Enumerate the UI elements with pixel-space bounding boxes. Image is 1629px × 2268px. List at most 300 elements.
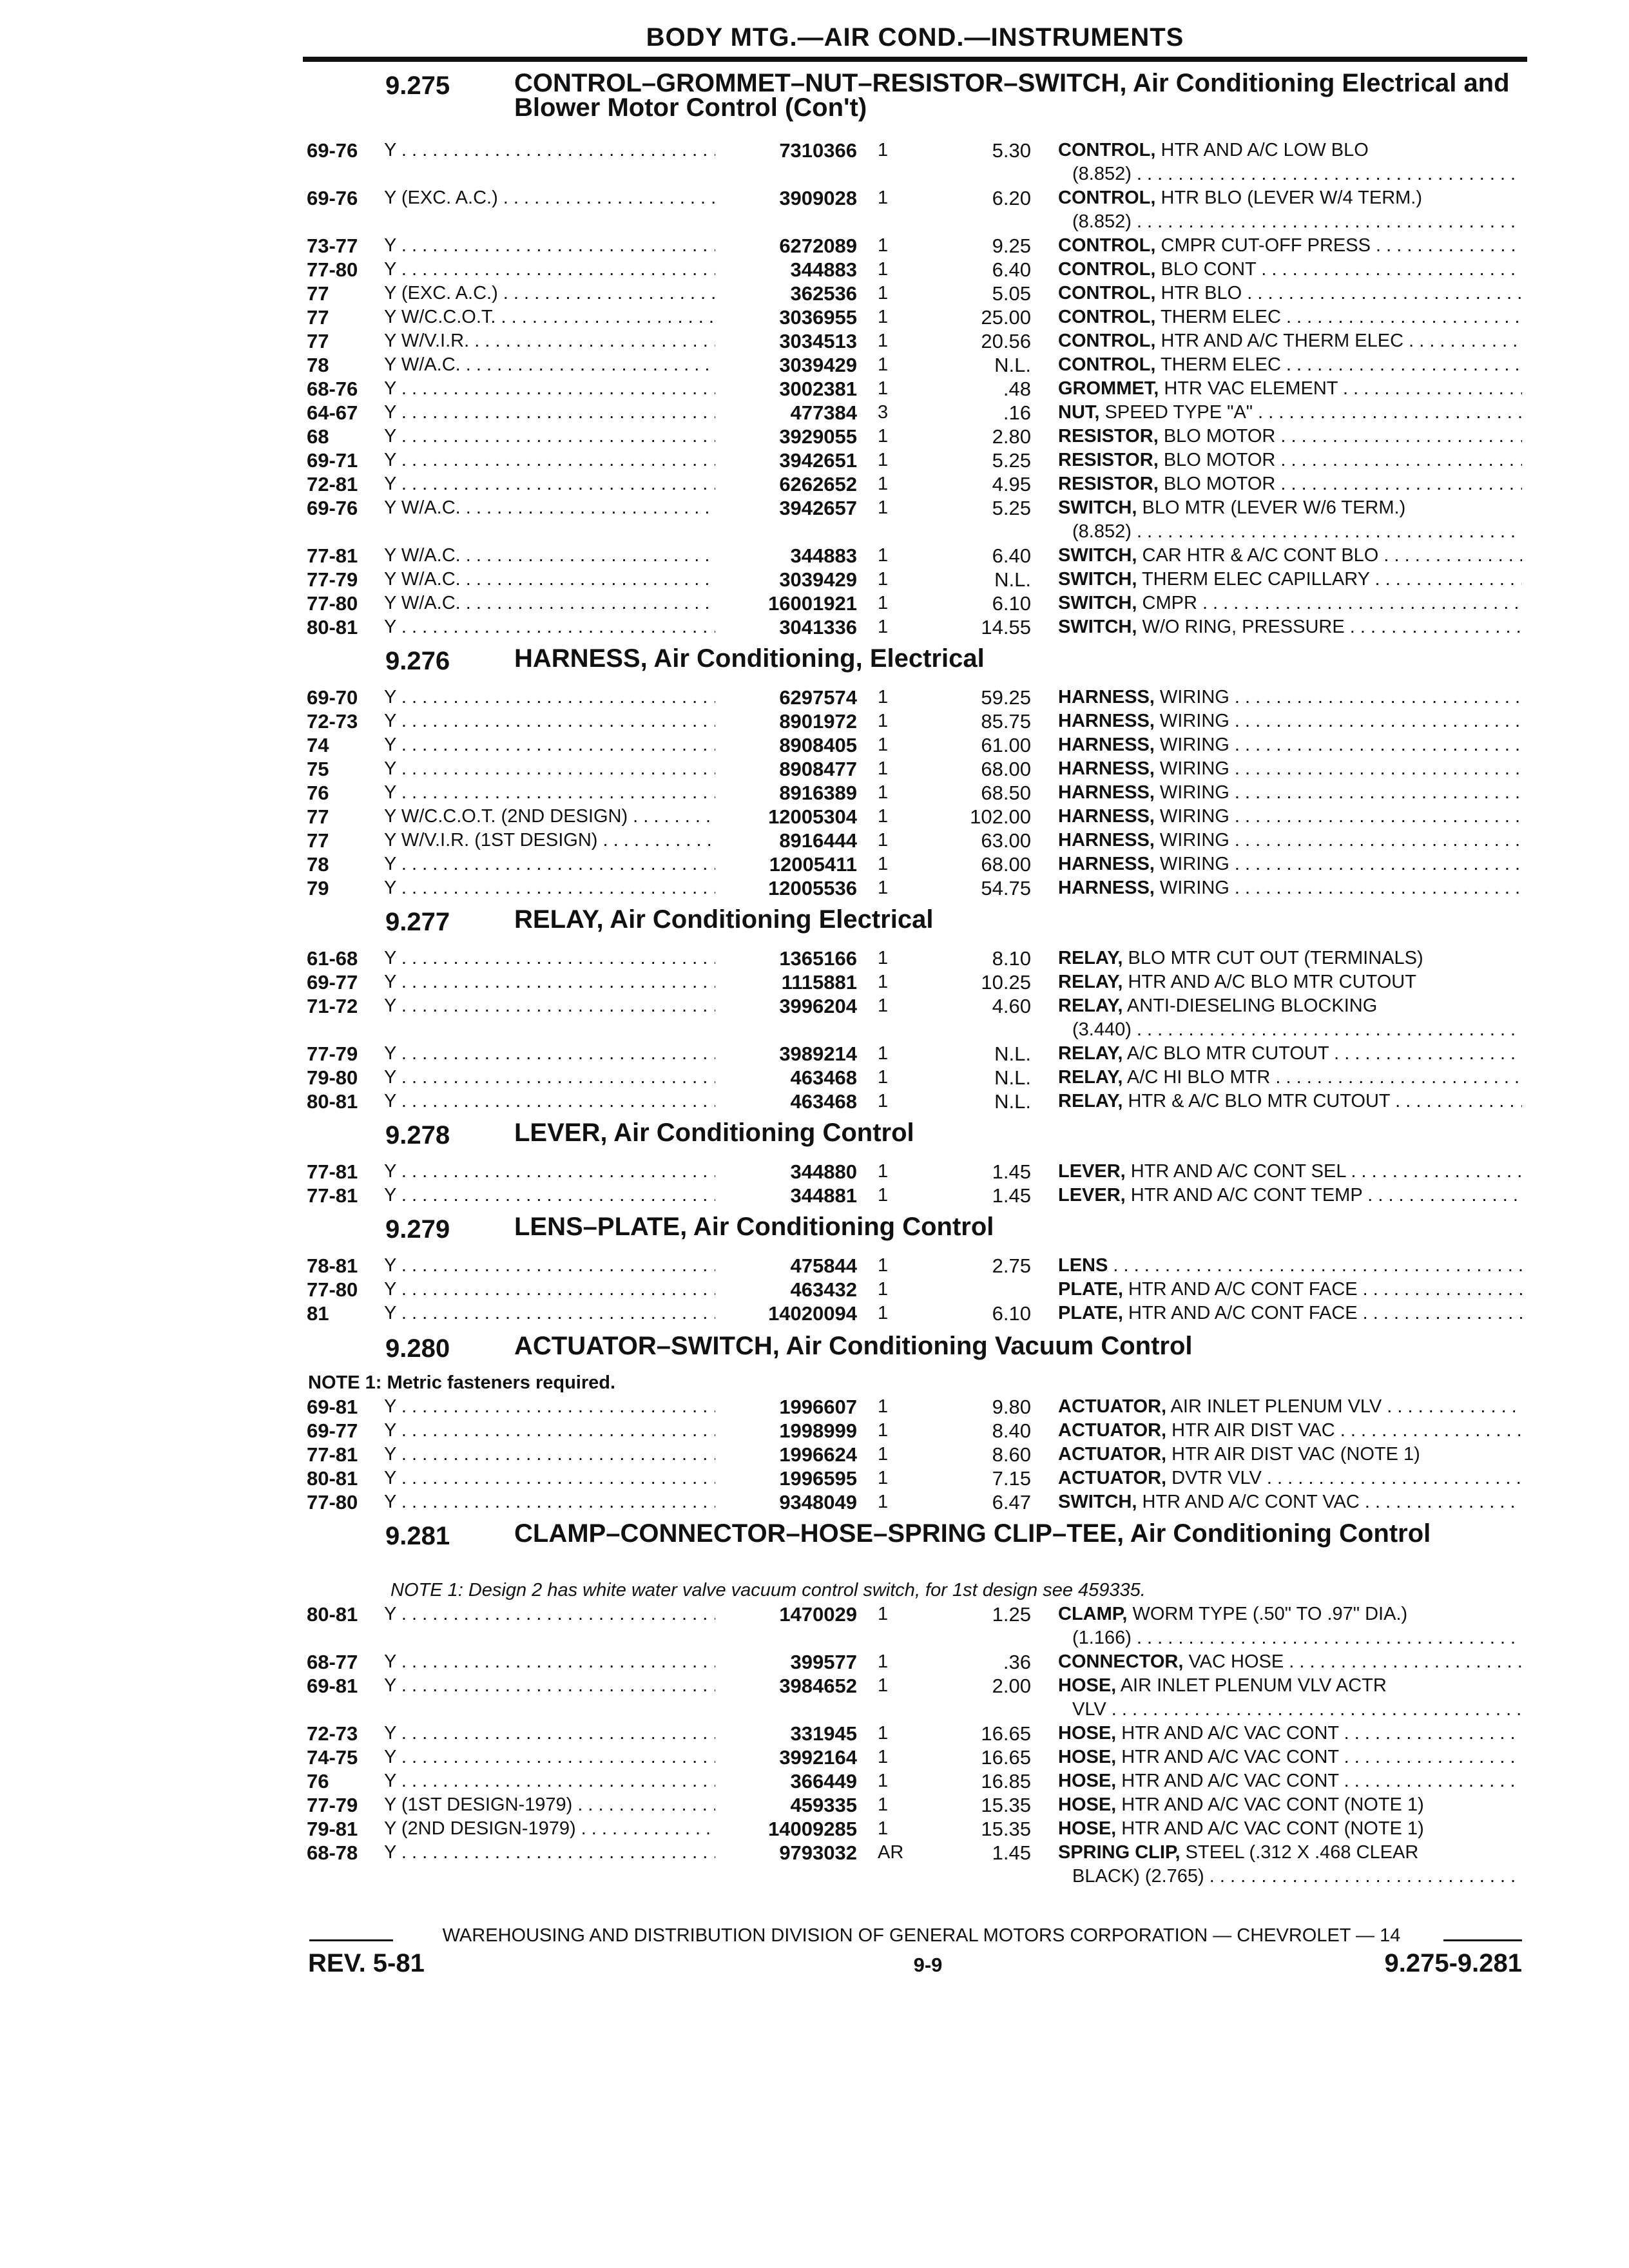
part-name-keyword: RESISTOR, [1058,426,1159,447]
model-years: 77-79 [307,568,358,591]
part-name-keyword: HOSE, [1058,1675,1117,1696]
footer-rule-right [1443,1939,1522,1941]
parts-row [0,258,1629,282]
quantity: 1 [878,1279,889,1300]
parts-row [0,401,1629,425]
model-years: 69-71 [307,449,358,472]
part-name-text: HOSE, HTR AND A/C VAC CONT . . . [1058,1771,1522,1791]
part-number: 344880 [715,1160,857,1184]
part-name-keyword: ACTUATOR, [1058,1396,1167,1417]
parts-row [0,1722,1629,1745]
part-number: 1998999 [715,1419,857,1443]
part-name-continued [1058,520,1522,544]
part-name-text: CONTROL, BLO CONT . . . [1058,259,1522,280]
part-number: 1996624 [715,1443,857,1466]
price: 6.10 [992,1302,1031,1325]
price: 8.60 [992,1443,1031,1466]
part-name [1058,1722,1522,1745]
price: .16 [1003,401,1031,424]
part-name-text: HOSE, HTR AND A/C VAC CONT . . . [1058,1723,1522,1744]
price: 25.00 [981,306,1031,329]
part-name-text: SWITCH, HTR AND A/C CONT VAC . . . [1058,1492,1522,1512]
part-number: 344883 [715,544,857,568]
part-name-keyword: PLATE, [1058,1279,1123,1300]
model-years: 73-77 [307,235,358,257]
description-text: Y . . . [384,1492,726,1512]
quantity: 1 [878,1675,889,1696]
model-description [384,1817,726,1841]
model-description [384,1090,726,1113]
parts-row [0,994,1629,1018]
part-number: 459335 [715,1793,857,1817]
model-description [384,1160,726,1184]
part-name-keyword: LEVER, [1058,1161,1126,1182]
part-name-keyword: RELAY, [1058,1091,1123,1111]
part-name [1058,186,1522,210]
price: N.L. [994,354,1031,376]
model-description [384,401,726,425]
part-number: 362536 [715,282,857,305]
part-name [1058,1302,1522,1325]
part-name [1058,425,1522,448]
model-years: 76 [307,1770,329,1792]
revision-label: REV. 5-81 [308,1949,425,1977]
model-description [384,1254,726,1278]
model-years: 77-80 [307,258,358,281]
model-years: 77 [307,282,329,305]
part-number: 3036955 [715,305,857,329]
part-number: 366449 [715,1769,857,1793]
price: 68.50 [981,782,1031,804]
price: 8.40 [992,1419,1031,1442]
quantity: 1 [878,235,889,256]
model-years: 80-81 [307,616,358,639]
page-title: BODY MTG.—AIR COND.—INSTRUMENTS [646,23,1184,52]
part-number: 1115881 [715,970,857,994]
part-name-keyword: RELAY, [1058,1067,1123,1088]
price: 2.80 [992,425,1031,448]
model-years: 74-75 [307,1746,358,1769]
description-text: Y . . . [384,474,726,494]
part-name-keyword: ACTUATOR, [1058,1444,1167,1465]
quantity: 1 [878,995,889,1016]
part-number: 8908405 [715,733,857,757]
model-years: 80-81 [307,1467,358,1490]
model-description [384,591,726,615]
quantity: 1 [878,617,889,637]
part-name-text: HARNESS, WIRING . . . [1058,735,1522,755]
description-text: Y (EXC. A.C.) . . . [384,187,726,208]
quantity: 1 [878,1161,889,1182]
part-name-keyword: HOSE, [1058,1818,1117,1839]
quantity: 1 [878,1723,889,1744]
model-years: 77-80 [307,1278,358,1301]
section-range: 9.275-9.281 [1384,1949,1522,1977]
price: 54.75 [981,877,1031,899]
model-description [384,186,726,210]
part-number: 9793032 [715,1841,857,1865]
price: 68.00 [981,758,1031,780]
section-heading [0,1521,1629,1579]
description-text: Y . . . [384,854,726,874]
part-number: 399577 [715,1650,857,1674]
section-number: 9.277 [385,908,450,936]
price: 1.45 [992,1841,1031,1864]
model-description [384,994,726,1018]
part-name-text: HOSE, AIR INLET PLENUM VLV ACTR [1058,1675,1387,1696]
model-years: 72-81 [307,473,358,495]
description-text: Y . . . [384,450,726,470]
parts-row [0,1602,1629,1626]
part-name-text: CONTROL, HTR BLO . . . [1058,283,1522,303]
parts-row [0,1278,1629,1302]
part-name-keyword: RESISTOR, [1058,474,1159,494]
part-name-text: PLATE, HTR AND A/C CONT FACE . . . [1058,1279,1522,1300]
price: 2.00 [992,1675,1031,1697]
section-note [0,1579,1629,1602]
part-name-keyword: RELAY, [1058,1043,1123,1064]
price: 61.00 [981,734,1031,756]
part-name-text: HARNESS, WIRING . . . [1058,878,1522,898]
part-name-text [1058,1255,1522,1276]
part-name [1058,876,1522,900]
parts-row [0,1466,1629,1490]
part-name-text: CONTROL, CMPR CUT-OFF PRESS . . . [1058,235,1522,256]
model-years: 77-81 [307,1443,358,1466]
model-years: 68 [307,425,329,448]
model-description [384,1745,726,1769]
parts-row [0,186,1629,210]
part-name-keyword: CONTROL, [1058,354,1156,375]
part-number: 6297574 [715,686,857,709]
part-name [1058,544,1522,568]
part-name-keyword: SWITCH, [1058,497,1137,518]
model-description [384,733,726,757]
price: 7.15 [992,1467,1031,1490]
section-note [0,1371,1629,1395]
model-description [384,1278,726,1302]
description-text: Y . . . [384,1396,726,1417]
quantity: 1 [878,1771,889,1791]
part-number: 9348049 [715,1490,857,1514]
model-description [384,1302,726,1325]
part-name-keyword: NUT, [1058,402,1100,423]
parts-row [0,568,1629,591]
part-name-text: HOSE, HTR AND A/C VAC CONT (NOTE 1) [1058,1794,1424,1815]
part-name-keyword: CONTROL, [1058,140,1156,160]
part-number: 3942651 [715,448,857,472]
price: 15.35 [981,1818,1031,1840]
model-description [384,1042,726,1066]
parts-row [0,1184,1629,1207]
part-name [1058,947,1522,970]
part-name-keyword: SWITCH, [1058,569,1137,590]
model-years: 64-67 [307,401,358,424]
price: N.L. [994,1066,1031,1089]
part-name-keyword: CONTROL, [1058,283,1156,303]
model-description [384,1722,726,1745]
description-text: Y . . . [384,1255,726,1276]
price: 5.25 [992,497,1031,519]
description-text: Y . . . [384,426,726,447]
part-name-text: HARNESS, WIRING . . . [1058,711,1522,731]
quantity: 1 [878,878,889,898]
part-name [1058,994,1522,1018]
section-number: 9.278 [385,1121,450,1149]
quantity: 1 [878,1651,889,1672]
part-number: 6262652 [715,472,857,496]
part-name [1058,1674,1522,1698]
model-description [384,1841,726,1865]
continued-text: (1.166) . . . [1072,1628,1522,1648]
model-years: 69-76 [307,187,358,209]
model-description [384,970,726,994]
description-text: Y . . . [384,878,726,898]
quantity: 1 [878,735,889,755]
part-number: 12005536 [715,876,857,900]
parts-row [0,805,1629,829]
model-years: 78 [307,853,329,876]
quantity: 1 [878,830,889,850]
parts-row [0,1042,1629,1066]
quantity: 1 [878,854,889,874]
model-description [384,1650,726,1674]
part-name-text: CLAMP, WORM TYPE (.50" TO .97" DIA.) [1058,1604,1408,1624]
part-name [1058,496,1522,520]
model-description [384,305,726,329]
part-name [1058,1443,1522,1466]
description-text: Y W/C.C.O.T. . . . [384,307,726,327]
part-name-continued [1058,1865,1522,1888]
part-name [1058,1490,1522,1514]
part-name-text: RELAY, A/C HI BLO MTR . . . [1058,1067,1522,1088]
price: 9.80 [992,1396,1031,1418]
description-text: Y . . . [384,735,726,755]
part-name-text: LEVER, HTR AND A/C CONT TEMP . . . [1058,1185,1522,1206]
part-name [1058,709,1522,733]
part-number: 475844 [715,1254,857,1278]
quantity: 1 [878,283,889,303]
model-years: 69-77 [307,971,358,994]
price: 85.75 [981,710,1031,733]
model-description [384,1490,726,1514]
part-name-text: RESISTOR, BLO MOTOR . . . [1058,450,1522,470]
model-years: 77 [307,829,329,852]
quantity: 1 [878,758,889,779]
part-name-keyword: CONTROL, [1058,259,1156,280]
section-title: CLAMP–CONNECTOR–HOSE–SPRING CLIP–TEE, Air Conditioning Control [514,1519,1431,1548]
description-text: Y . . . [384,1444,726,1465]
parts-row [0,234,1629,258]
model-description [384,829,726,852]
price: 5.25 [992,449,1031,472]
part-name-text: ACTUATOR, HTR AIR DIST VAC (NOTE 1) [1058,1444,1420,1465]
part-name-keyword: ACTUATOR, [1058,1420,1167,1441]
continuation-line [0,1865,1629,1888]
price: 1.45 [992,1184,1031,1207]
part-name [1058,1254,1522,1278]
section-title: CONTROL–GROMMET–NUT–RESISTOR–SWITCH, Air Conditioning Electrical and Blower Motor Control (Con't) [514,69,1510,122]
model-years: 77-80 [307,1491,358,1514]
model-description [384,1602,726,1626]
model-description [384,568,726,591]
parts-row [0,377,1629,401]
part-name [1058,1278,1522,1302]
part-name-text: HARNESS, WIRING . . . [1058,806,1522,827]
continuation-line [0,210,1629,234]
quantity: AR [878,1842,904,1863]
description-text: Y . . . [384,1043,726,1064]
quantity: 1 [878,1043,889,1064]
description-text: Y W/A.C. . . . [384,497,726,518]
continued-text: (3.440) . . . [1072,1019,1522,1040]
price: 5.05 [992,282,1031,305]
model-years: 80-81 [307,1603,358,1626]
price: 16.85 [981,1770,1031,1792]
page-number: 9-9 [913,1954,943,1976]
part-name-keyword: RELAY, [1058,948,1123,968]
part-name-keyword: RESISTOR, [1058,450,1159,470]
model-description [384,353,726,377]
model-years: 77-80 [307,592,358,615]
part-name-text: RESISTOR, BLO MOTOR . . . [1058,474,1522,494]
continued-text: (8.852) . . . [1072,521,1522,542]
part-number: 8916389 [715,781,857,805]
part-number: 3989214 [715,1042,857,1066]
part-name [1058,1090,1522,1113]
part-name-keyword: HARNESS, [1058,806,1155,827]
part-number: 12005304 [715,805,857,829]
part-name-continued [1058,210,1522,234]
description-text: Y (2ND DESIGN-1979) . . . [384,1818,726,1839]
note-text: NOTE 1: Design 2 has white water valve vacuum control switch, for 1st design see 459335. [390,1580,1146,1600]
part-name-keyword: HOSE, [1058,1771,1117,1791]
part-name-text: HOSE, HTR AND A/C VAC CONT (NOTE 1) [1058,1818,1424,1839]
parts-row [0,329,1629,353]
parts-row [0,425,1629,448]
part-name [1058,781,1522,805]
price: 14.55 [981,616,1031,639]
parts-row [0,970,1629,994]
part-number: 8916444 [715,829,857,852]
quantity: 1 [878,474,889,494]
part-name-text: CONTROL, HTR BLO (LEVER W/4 TERM.) [1058,187,1423,208]
description-text: Y . . . [384,1279,726,1300]
parts-row [0,757,1629,781]
price: .48 [1003,378,1031,400]
quantity: 1 [878,1396,889,1417]
model-years: 69-77 [307,1419,358,1442]
part-number: 8908477 [715,757,857,781]
parts-row [0,1841,1629,1865]
description-text: Y . . . [384,1468,726,1488]
part-name [1058,829,1522,852]
part-name [1058,1395,1522,1419]
model-description [384,757,726,781]
description-text: Y . . . [384,1303,726,1323]
part-name-text: SWITCH, CAR HTR & A/C CONT BLO . . . [1058,545,1522,566]
part-name-keyword: HARNESS, [1058,830,1155,850]
continued-text: (8.852) . . . [1072,211,1522,232]
description-text: Y . . . [384,1604,726,1624]
model-description [384,544,726,568]
quantity: 1 [878,1492,889,1512]
model-years: 61-68 [307,947,358,970]
description-text: Y W/V.I.R. (1ST DESIGN) . . . [384,830,726,850]
parts-row [0,1090,1629,1113]
part-name-text: HARNESS, WIRING . . . [1058,782,1522,803]
model-description [384,1466,726,1490]
part-name-keyword: CONTROL, [1058,331,1156,351]
price: 16.65 [981,1722,1031,1745]
part-name [1058,401,1522,425]
part-name [1058,1793,1522,1817]
description-text: Y . . . [384,1675,726,1696]
quantity: 1 [878,1420,889,1441]
part-name-keyword: HARNESS, [1058,878,1155,898]
part-name-keyword: ACTUATOR, [1058,1468,1167,1488]
part-name-text: SPRING CLIP, STEEL (.312 X .468 CLEAR [1058,1842,1419,1863]
section-number: 9.281 [385,1522,450,1550]
part-number: 3039429 [715,568,857,591]
model-years: 78-81 [307,1254,358,1277]
part-number: 3992164 [715,1745,857,1769]
part-name-keyword: CLAMP, [1058,1604,1128,1624]
quantity: 1 [878,687,889,707]
price: 59.25 [981,686,1031,709]
part-name-text: SWITCH, W/O RING, PRESSURE . . . [1058,617,1522,637]
part-name-keyword: HARNESS, [1058,758,1155,779]
description-text: Y . . . [384,402,726,423]
part-name-text: HARNESS, WIRING . . . [1058,687,1522,707]
quantity: 1 [878,1604,889,1624]
description-text: Y . . . [384,782,726,803]
model-description [384,139,726,162]
part-number: 3929055 [715,425,857,448]
part-name-text: CONTROL, HTR AND A/C THERM ELEC . . . [1058,331,1522,351]
part-name-text: RELAY, BLO MTR CUT OUT (TERMINALS) [1058,948,1423,968]
part-number: 3034513 [715,329,857,353]
model-years: 80-81 [307,1090,358,1113]
model-years: 75 [307,758,329,780]
part-name [1058,1466,1522,1490]
parts-row [0,709,1629,733]
parts-row [0,733,1629,757]
model-description [384,781,726,805]
continued-text: (8.852) . . . [1072,164,1522,184]
parts-row [0,353,1629,377]
part-name-text: RELAY, HTR & A/C BLO MTR CUTOUT . . . [1058,1091,1522,1111]
part-name [1058,1650,1522,1674]
part-name-text: SWITCH, BLO MTR (LEVER W/6 TERM.) [1058,497,1406,518]
model-description [384,876,726,900]
parts-row [0,1793,1629,1817]
continued-text: VLV . . . [1072,1699,1522,1720]
price: 1.25 [992,1603,1031,1626]
description-text: Y . . . [384,948,726,968]
description-text: Y . . . [384,711,726,731]
price: 20.56 [981,330,1031,352]
part-name [1058,1184,1522,1207]
quantity: 1 [878,187,889,208]
part-name-text: PLATE, HTR AND A/C CONT FACE . . . [1058,1303,1522,1323]
parts-row [0,852,1629,876]
part-number: 16001921 [715,591,857,615]
description-text: Y . . . [384,1723,726,1744]
part-number: 3909028 [715,186,857,210]
parts-row [0,1650,1629,1674]
note-text: NOTE 1: Metric fasteners required. [308,1372,616,1393]
